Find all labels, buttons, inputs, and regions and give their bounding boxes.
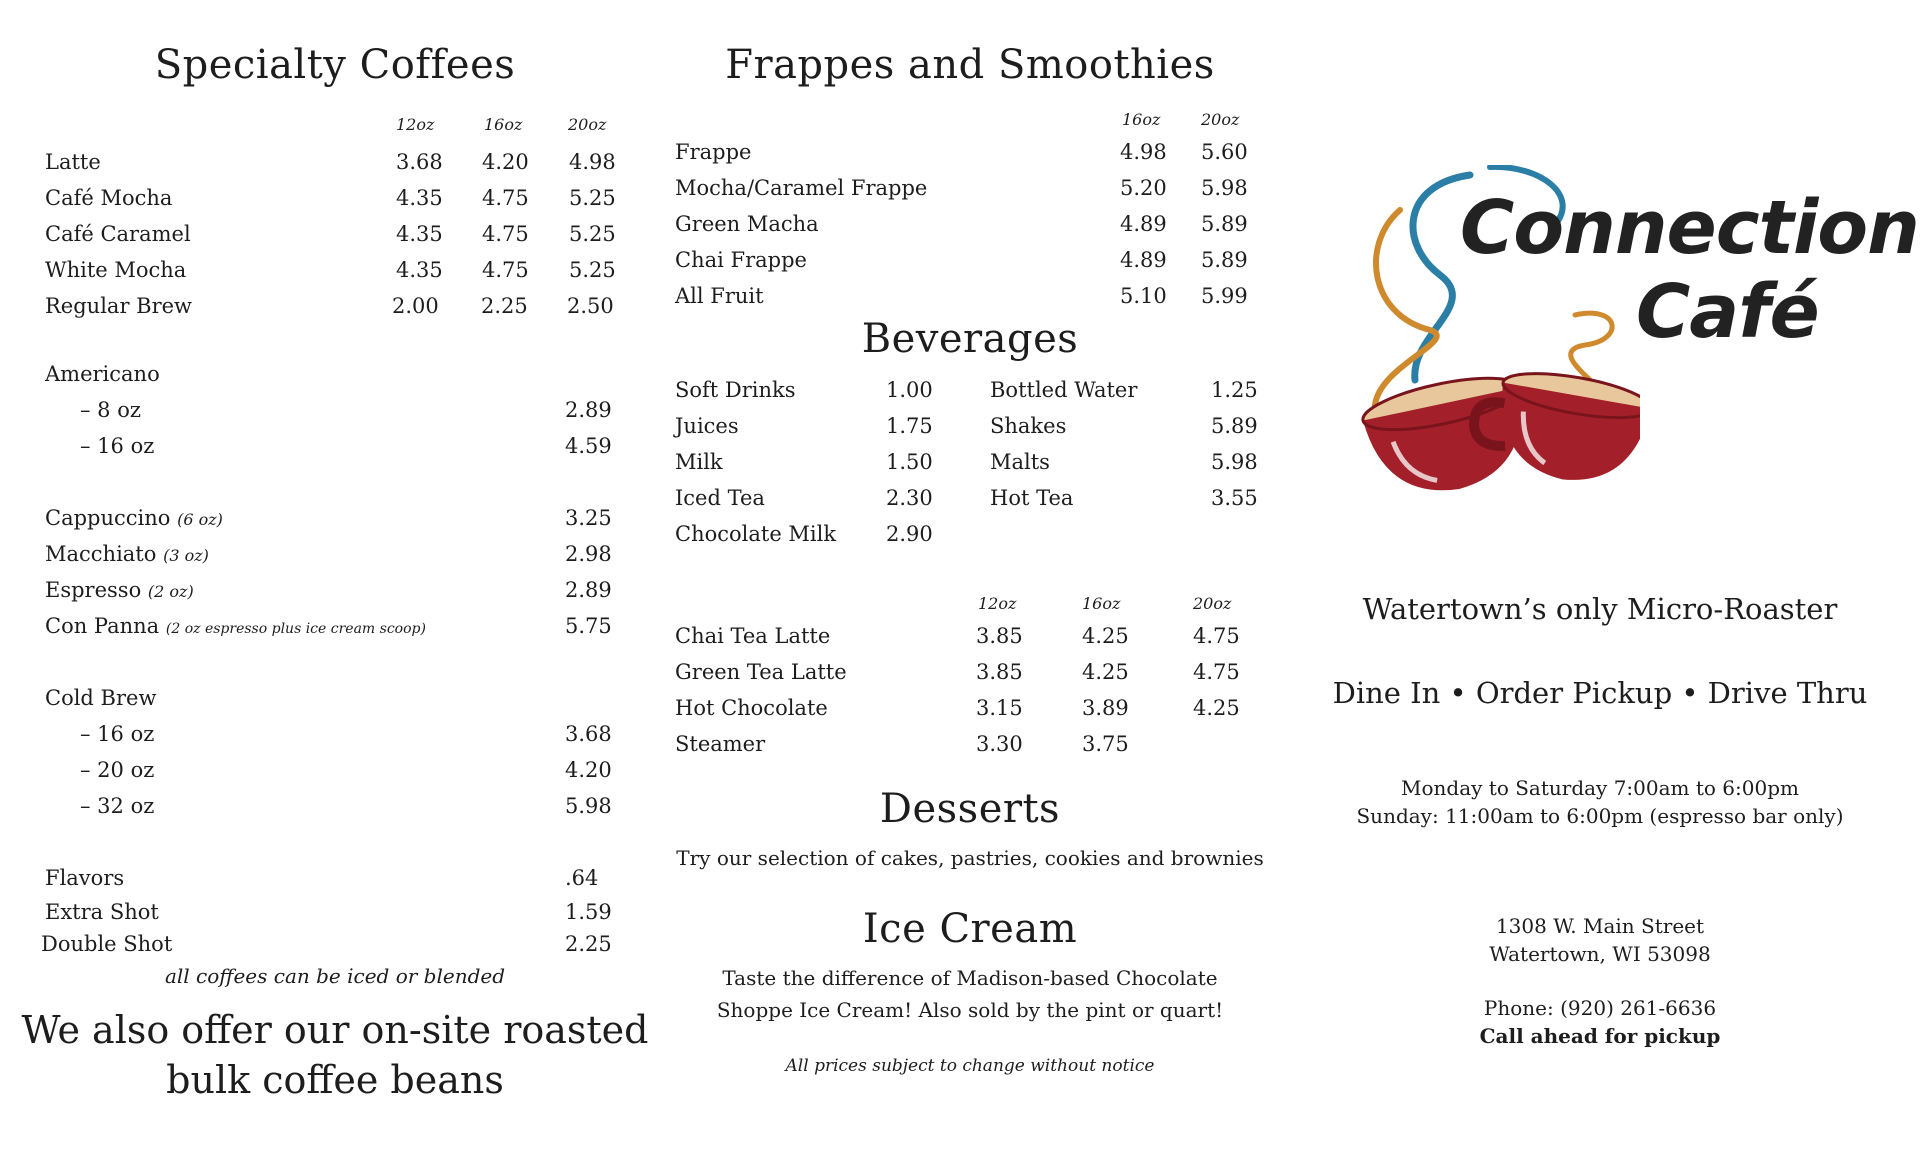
item-name: – 16 oz [80, 434, 155, 458]
menu-row [660, 732, 1280, 768]
item-name: – 32 oz [80, 794, 155, 818]
item-name: Malts [990, 450, 1050, 474]
icecream-title: Ice Cream [862, 906, 1078, 952]
item-name: Extra Shot [45, 900, 159, 924]
item-name: Hot Tea [990, 486, 1074, 510]
menu-row [660, 140, 1280, 176]
price: 3.85 [976, 660, 1023, 684]
hours-sunday: Sunday: 11:00am to 6:00pm (espresso bar only) [1356, 804, 1844, 828]
price: 5.25 [569, 222, 616, 246]
menu-row [0, 294, 660, 330]
item-name: – 16 oz [80, 722, 155, 746]
price: 4.25 [1193, 696, 1240, 720]
item-name: White Mocha [45, 258, 187, 282]
desserts-title: Desserts [879, 786, 1061, 832]
menu-row [660, 660, 1280, 696]
price: 5.98 [1201, 176, 1248, 200]
item-note: (2 oz) [147, 582, 194, 601]
price: 4.98 [1120, 140, 1167, 164]
price: 1.59 [565, 900, 612, 924]
desserts-text: Try our selection of cakes, pastries, cookies and brownies [676, 846, 1264, 870]
item-name: Iced Tea [675, 486, 765, 510]
price: 4.75 [482, 186, 529, 210]
price: 3.68 [396, 150, 443, 174]
price: 5.60 [1201, 140, 1248, 164]
price: 3.55 [1211, 486, 1258, 510]
item-name: Flavors [45, 866, 125, 890]
item-name: – 8 oz [80, 398, 141, 422]
price: 2.25 [565, 932, 612, 956]
item-name: Frappe [675, 140, 752, 164]
price: 5.10 [1120, 284, 1167, 308]
item-name: Chocolate Milk [675, 522, 837, 546]
price: 5.99 [1201, 284, 1248, 308]
item-name: Steamer [675, 732, 766, 756]
menu-row [0, 222, 660, 258]
services: Dine In • Order Pickup • Drive Thru [1332, 676, 1868, 710]
item-name: Macchiato [45, 542, 157, 566]
item-name: Green Macha [675, 212, 819, 236]
menu-row [660, 212, 1280, 248]
price: 5.89 [1211, 414, 1258, 438]
size-header: 12oz [978, 594, 1017, 613]
price: 3.85 [976, 624, 1023, 648]
price: 5.89 [1201, 248, 1248, 272]
menu-row [45, 506, 223, 530]
price: 2.89 [565, 578, 612, 602]
item-name: Espresso [45, 578, 142, 602]
price: 5.25 [569, 186, 616, 210]
item-name: Chai Tea Latte [675, 624, 831, 648]
iced-note: all coffees can be iced or blended [164, 964, 506, 988]
item-name: Hot Chocolate [675, 696, 828, 720]
americano-label: Americano [45, 362, 160, 386]
menu-row [45, 578, 194, 602]
item-name: Soft Drinks [675, 378, 796, 402]
logo-text-connection: Connection [1460, 185, 1919, 271]
icecream-line1: Taste the difference of Madison-based Chocolate [722, 966, 1218, 990]
frappes-title: Frappes and Smoothies [725, 42, 1215, 88]
item-name: Café Mocha [45, 186, 173, 210]
price: 4.35 [396, 186, 443, 210]
menu-row [660, 696, 1280, 732]
item-name: Green Tea Latte [675, 660, 847, 684]
item-name: Shakes [990, 414, 1067, 438]
menu-row [660, 624, 1280, 660]
menu-row [0, 186, 660, 222]
item-name: Cappuccino [45, 506, 171, 530]
price: 2.90 [886, 522, 933, 546]
item-name: Bottled Water [990, 378, 1138, 402]
item-name: Juices [675, 414, 739, 438]
tagline: Watertown’s only Micro-Roaster [1362, 592, 1838, 626]
item-note: (3 oz) [163, 546, 209, 565]
specialty-coffees-section [0, 0, 660, 1166]
price: 3.30 [976, 732, 1023, 756]
price: 2.89 [565, 398, 612, 422]
bulk-beans-line2: bulk coffee beans [166, 1058, 504, 1102]
price: 3.15 [976, 696, 1023, 720]
size-header: 20oz [568, 115, 607, 134]
size-header: 20oz [1193, 594, 1232, 613]
price: 2.30 [886, 486, 933, 510]
item-name: Milk [675, 450, 723, 474]
price: 4.75 [1193, 624, 1240, 648]
item-name: Latte [45, 150, 101, 174]
price: 5.98 [1211, 450, 1258, 474]
address-street: 1308 W. Main Street [1495, 914, 1705, 938]
price: 1.50 [886, 450, 933, 474]
price: 1.00 [886, 378, 933, 402]
call-ahead: Call ahead for pickup [1479, 1024, 1721, 1048]
price: 2.00 [392, 294, 439, 318]
size-header: 20oz [1201, 110, 1240, 129]
cafe-info-section [1280, 0, 1920, 1166]
price: 4.89 [1120, 212, 1167, 236]
menu-row [0, 258, 660, 294]
menu-row [45, 614, 426, 638]
price: .64 [565, 866, 599, 890]
price: 4.20 [565, 758, 612, 782]
coldbrew-label: Cold Brew [45, 686, 157, 710]
price: 4.75 [1193, 660, 1240, 684]
price: 2.50 [567, 294, 614, 318]
price: 3.25 [565, 506, 612, 530]
price: 4.25 [1082, 660, 1129, 684]
middle-section [660, 0, 1280, 1166]
price: 5.89 [1201, 212, 1248, 236]
item-note: (6 oz) [177, 510, 223, 529]
price: 4.75 [482, 222, 529, 246]
item-name: Con Panna [45, 614, 160, 638]
size-header: 12oz [396, 115, 435, 134]
size-header: 16oz [1122, 110, 1161, 129]
price: 4.89 [1120, 248, 1167, 272]
item-name: Café Caramel [45, 222, 191, 246]
specialty-title: Specialty Coffees [154, 42, 516, 88]
menu-row [660, 248, 1280, 284]
price: 5.75 [565, 614, 612, 638]
menu-row [660, 284, 1280, 320]
bulk-beans-line1: We also offer our on-site roasted [21, 1008, 649, 1052]
beverages-title: Beverages [861, 316, 1079, 362]
hours-weekday: Monday to Saturday 7:00am to 6:00pm [1401, 776, 1799, 800]
item-name: All Fruit [675, 284, 764, 308]
phone: Phone: (920) 261-6636 [1483, 996, 1717, 1020]
item-name: Double Shot [41, 932, 173, 956]
price: 3.89 [1082, 696, 1129, 720]
price: 4.35 [396, 258, 443, 282]
item-name: Regular Brew [45, 294, 193, 318]
price: 4.75 [482, 258, 529, 282]
item-name: – 20 oz [80, 758, 155, 782]
price: 3.75 [1082, 732, 1129, 756]
address-city: Watertown, WI 53098 [1489, 942, 1711, 966]
price: 2.25 [481, 294, 528, 318]
price: 5.20 [1120, 176, 1167, 200]
price: 1.25 [1211, 378, 1258, 402]
price: 4.25 [1082, 624, 1129, 648]
size-header: 16oz [1082, 594, 1121, 613]
price: 5.98 [565, 794, 612, 818]
icecream-line2: Shoppe Ice Cream! Also sold by the pint or quart! [716, 998, 1224, 1022]
price: 2.98 [565, 542, 612, 566]
item-name: Chai Frappe [675, 248, 807, 272]
price: 4.59 [565, 434, 612, 458]
price: 4.98 [569, 150, 616, 174]
price: 3.68 [565, 722, 612, 746]
menu-row [0, 150, 660, 186]
menu-row [660, 176, 1280, 212]
item-name: Mocha/Caramel Frappe [675, 176, 928, 200]
size-header: 16oz [484, 115, 523, 134]
price: 4.35 [396, 222, 443, 246]
prices-note: All prices subject to change without notice [785, 1056, 1155, 1076]
logo-text-cafe: Café [1636, 269, 1819, 355]
price: 1.75 [886, 414, 933, 438]
cafe-logo [1340, 165, 1920, 495]
menu-row [45, 542, 209, 566]
price: 4.20 [482, 150, 529, 174]
price: 5.25 [569, 258, 616, 282]
item-note: (2 oz espresso plus ice cream scoop) [165, 621, 426, 637]
